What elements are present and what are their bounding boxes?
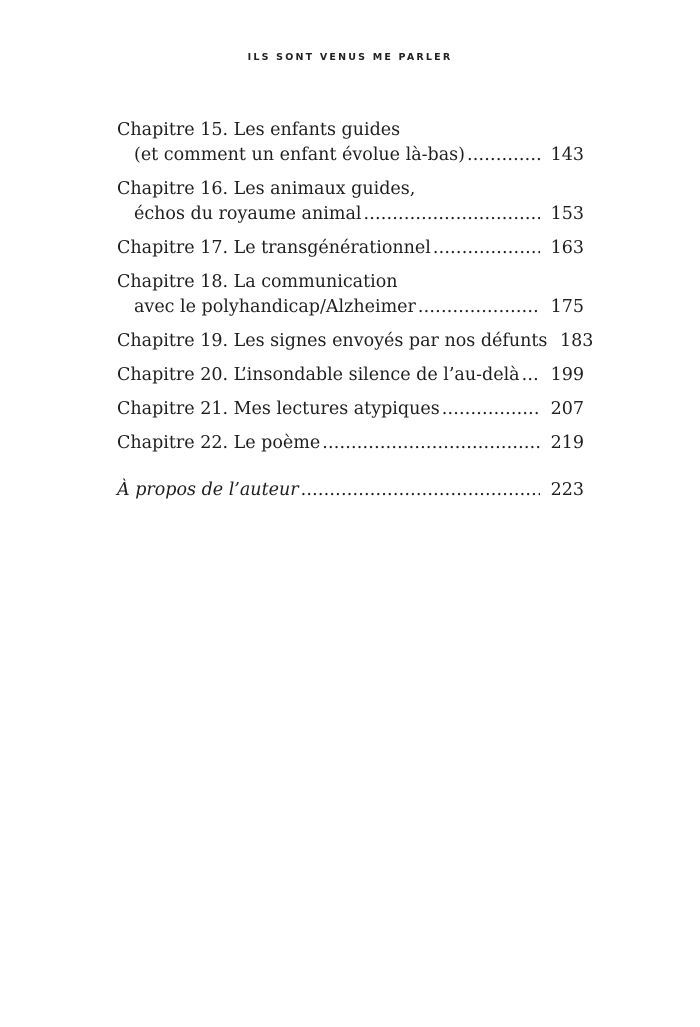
dot-leader — [301, 478, 540, 503]
toc-entry-subtitle: avec le polyhandicap/Alzheimer — [134, 297, 416, 317]
toc-page-number: 223 — [550, 480, 584, 500]
toc-page-number: 199 — [550, 365, 584, 385]
toc-entry-chapter-19[interactable] — [117, 329, 594, 354]
toc-entry-title: Chapitre 21. Mes lectures atypiques — [117, 399, 440, 419]
toc-entry-chapter-18[interactable] — [117, 270, 584, 320]
toc-page-number: 143 — [550, 145, 584, 165]
toc-entry-title: Chapitre 16. Les animaux guides, — [117, 179, 416, 199]
toc-entry-subtitle: (et comment un enfant évolue là-bas) — [134, 145, 465, 165]
toc-entry-title: À propos de l’auteur — [117, 480, 299, 500]
running-header: ILS SONT VENUS ME PARLER — [247, 52, 453, 63]
toc-entry-chapter-20[interactable] — [117, 363, 584, 388]
toc-entry-title: Chapitre 19. Les signes envoyés par nos défunts — [117, 331, 548, 351]
toc-page-number: 219 — [550, 433, 584, 453]
toc-entry-about-author[interactable] — [117, 478, 584, 503]
toc-entry-subtitle: échos du royaume animal — [134, 204, 362, 224]
toc-entry-chapter-16[interactable] — [117, 177, 584, 227]
dot-leader — [363, 202, 540, 227]
toc-page-number: 183 — [560, 331, 594, 351]
toc-entry-chapter-15[interactable] — [117, 118, 584, 168]
dot-leader — [442, 397, 540, 422]
toc-entry-chapter-17[interactable] — [117, 236, 584, 261]
toc-entry-title: Chapitre 18. La communication — [117, 272, 398, 292]
dot-leader — [433, 236, 540, 261]
table-of-contents — [117, 118, 594, 512]
toc-entry-title: Chapitre 17. Le transgénérationnel — [117, 238, 431, 258]
dot-leader — [467, 143, 540, 168]
toc-entry-title: Chapitre 20. L’insondable silence de l’au-delà — [117, 365, 520, 385]
dot-leader — [418, 295, 540, 320]
toc-page-number: 207 — [550, 399, 584, 419]
toc-entry-chapter-22[interactable] — [117, 431, 584, 456]
toc-entry-title: Chapitre 15. Les enfants guides — [117, 120, 401, 140]
dot-leader — [322, 431, 540, 456]
dot-leader — [522, 363, 540, 388]
toc-entry-title: Chapitre 22. Le poème — [117, 433, 321, 453]
toc-page-number: 163 — [550, 238, 584, 258]
toc-entry-chapter-21[interactable] — [117, 397, 584, 422]
toc-page-number: 153 — [550, 204, 584, 224]
toc-page-number: 175 — [550, 297, 584, 317]
